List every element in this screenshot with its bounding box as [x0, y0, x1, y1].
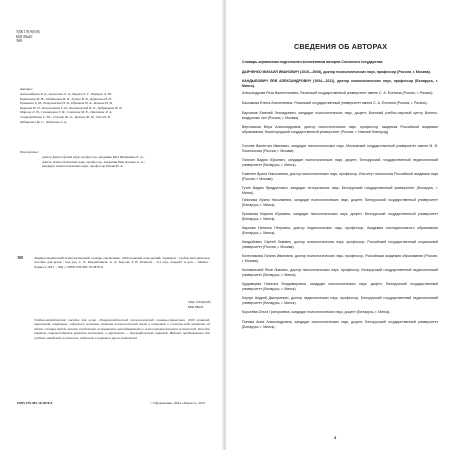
- author-entry: Гомелев Ирина Николаевна, доктор психологических наук, профессор, Институт психологии Российской академии наук (Россия, г. Москва).: [242, 172, 438, 181]
- code-line: Э68: [16, 39, 22, 44]
- author-entry: Попова Анна Александровна, кандидат психологических наук, доцент, Белорусский государственный университет (Беларусь, г. Минск).: [242, 320, 438, 329]
- udk-line: УДК 159.9(038): [16, 30, 40, 34]
- author-entry: Кудрявцева Наталья Владимировна, кандидат психологических наук, доцент, Белорусский государственный университет (Беларусь, г. Минск).: [242, 282, 438, 291]
- author-entry: Коломинский Яков Львович, доктор психологических наук, профессор, Белорусский государственный педагогический университет (Беларусь, г. Минск).: [242, 268, 438, 277]
- reviewer-line: доктор философских наук, профессор, академик РАО Шумилина Е. А.;: [42, 155, 145, 159]
- page-title: СВЕДЕНИЯ ОБ АВТОРАХ: [294, 42, 388, 51]
- authors-list: [20, 92, 190, 124]
- author-entry: Ермакова Марина Юрьевна, кандидат психологических наук, доцент, Белорусский государственный университет (Беларусь, г. Минск).: [242, 212, 438, 221]
- udk-block-bottom: [188, 300, 210, 309]
- authors-heading: Авторы:: [20, 87, 33, 91]
- authors-line: Бартенёва И. Н., Гайдашова М. В., Гутин В. В., Дорохова Н. П.: [20, 96, 112, 101]
- bbk-line: ББК 88я20: [188, 304, 204, 309]
- copyright: © Оформление. ООО «Харвест», 2021: [150, 401, 206, 405]
- intro-text: Словарь-справочник подготовлен коллективом авторов Сосонного государства.: [242, 60, 384, 64]
- author-entry: Гутин Вадим Фридрихович, кандидат исторических наук, Белорусский государственный университет (Беларусь, г. Минск).: [242, 186, 438, 195]
- isbn: ISBN 978-985-18-4878-8: [17, 401, 53, 405]
- catalog-text: Энциклопедический психологический словарь-справочник. 1000 понятий, персоналий, терминов : учебно-методическое пособие для вузов / под ред. С. Л. Кандыбовича, А. Д. Короля, Т. В. Разиной. – 6-е изд., перераб. и доп. – Минск : Харвест, 2021. – 864 с.: [34, 256, 210, 269]
- authors-line: Карпова Н. П., Колесникова Г. И., Коломинский Я. Л., Кудрявцева Н. В.: [20, 105, 123, 110]
- reviewers-list: [42, 155, 212, 169]
- author-entry: Гапонова Ирина Николаевна, кандидат психологических наук, доцент, Белорусский государственный университет (Беларусь, г. Минск).: [242, 198, 438, 207]
- authors-line: Старовойтова С. Ю., Ступак Ж. А., Трощик Ж. Н., Ткач Н. В.: [20, 114, 111, 119]
- catalog-isbn: ISBN 978-985-18-4878-8.: [67, 264, 104, 269]
- right-page: [226, 0, 450, 450]
- author-entry: Барханов Евгений Геннадьевич, кандидат психологических наук, доцент, Военный учебно-научный центр Военно-воздушных сил (Россия, г. Москва).: [242, 111, 438, 120]
- annotation: Учебно-методическое пособие для вузов «Энциклопедический психологический словарь-справочник. 1000 понятий, персоналий, терминов» содержит основные понятия психологической науки и позволяет в сжатом виде охватить её объём. Словарь будет полезен студентам, аспирантам, преподавателям и всем интересующимся психологией. Каждое понятие сопровождается кратким описанием, а персоналии — биографической справкой. Издание предназначено для учебных заведений, психологов, педагогов и широкого круга читателей.: [34, 318, 210, 340]
- udk-block: [16, 30, 40, 44]
- author-entry: Верховская Вера Александровна, доктор психологических наук, профессор, академик Российской академии образования, Нижегородский государственный университет (Россия, г. Нижний Новгород).: [242, 125, 438, 134]
- author-entry: Кандыбович Сергей Львович, доктор психологических наук, профессор, Российский государственный социальный университет (Россия, г. Москва).: [242, 240, 438, 249]
- reviewer-line: кандидат психологических наук, профессор Ильин В. А.: [42, 164, 124, 169]
- bbk-line: ББК 88я20: [16, 34, 33, 39]
- authors-line: Ермакова Т. М., Евтуховская Н. В., Ефимова Н. А., Ильина Н. В.: [20, 101, 113, 106]
- author-entry: Гоголев Валентин Иванович, кандидат психологических наук, Московский государственный университет имени М. В. Ломоносова (Россия, г. Москва).: [242, 144, 438, 153]
- author-entry: Королёва Ольга Григорьевна, кандидат психологических наук, доцент (Беларусь, г. Минск).: [242, 310, 391, 314]
- authors-line: Александрова Р. А., Алексеева О. А., Бариев Е. Г., Бархрис А. Ю.: [20, 92, 112, 96]
- author-entry: Баклакова Елена Анатольевна, Рязанский государственный университет имени С. А. Есенина (Россия, г. Рязань).: [242, 101, 428, 105]
- left-page: [0, 0, 224, 450]
- reviewer-line: доктор психологических наук, профессор, академик РАО Донова А. А.;: [42, 159, 145, 164]
- author-entry: Александрова Роза Валентиновна, Рязанский государственный университет имени С. А. Есенина (Россия, г. Рязань).: [242, 91, 434, 95]
- author-entry: Карпова Наталья Петровна, доктор педагогических наук, профессор, Академия последипломного образования (Беларусь, г. Минск).: [242, 226, 438, 235]
- udk-line: УДК 159.9(038): [188, 300, 211, 304]
- author-entry: Колесникова Галина Ивановна, доктор психологических наук, профессор, Российская академия образования (Россия, г. Москва).: [242, 254, 438, 263]
- author-entry: Корзун Андрей Дмитриевич, доктор педагогических наук, профессор, Белорусский государственный педагогический университет (Беларусь, г. Минск).: [242, 296, 438, 305]
- authors-line: Федорович М. С., Федосова Т. А.: [20, 119, 67, 124]
- catalog-code: Э68: [17, 256, 24, 260]
- author-heading-1: ДЬЯЧЕНКО МИХАИЛ ИВАНОВИЧ (1915—2006), доктор психологических наук, профессор (Россия, г. Москва).: [242, 70, 431, 74]
- author-entry: Гагалин Вадим Юрьевич, кандидат психологических наук, доцент, Белорусский государственный педагогический университет (Беларусь, г. Минск).: [242, 158, 438, 167]
- authors-line: Мириин Л. Н., Саммирова Т. И., Соколова М. Е., Цветкова Л. А.: [20, 110, 113, 115]
- page-number: 3: [334, 435, 337, 440]
- author-heading-2: КАНДЫБОВИЧ ЛЕВ АЛЕКСАНДРОВИЧ (1934—2011), доктор психологических наук, профессор (Беларусь, г. Минск).: [242, 79, 438, 88]
- catalog-entry: [34, 256, 210, 269]
- reviewers-heading: Рецензенты:: [20, 150, 39, 154]
